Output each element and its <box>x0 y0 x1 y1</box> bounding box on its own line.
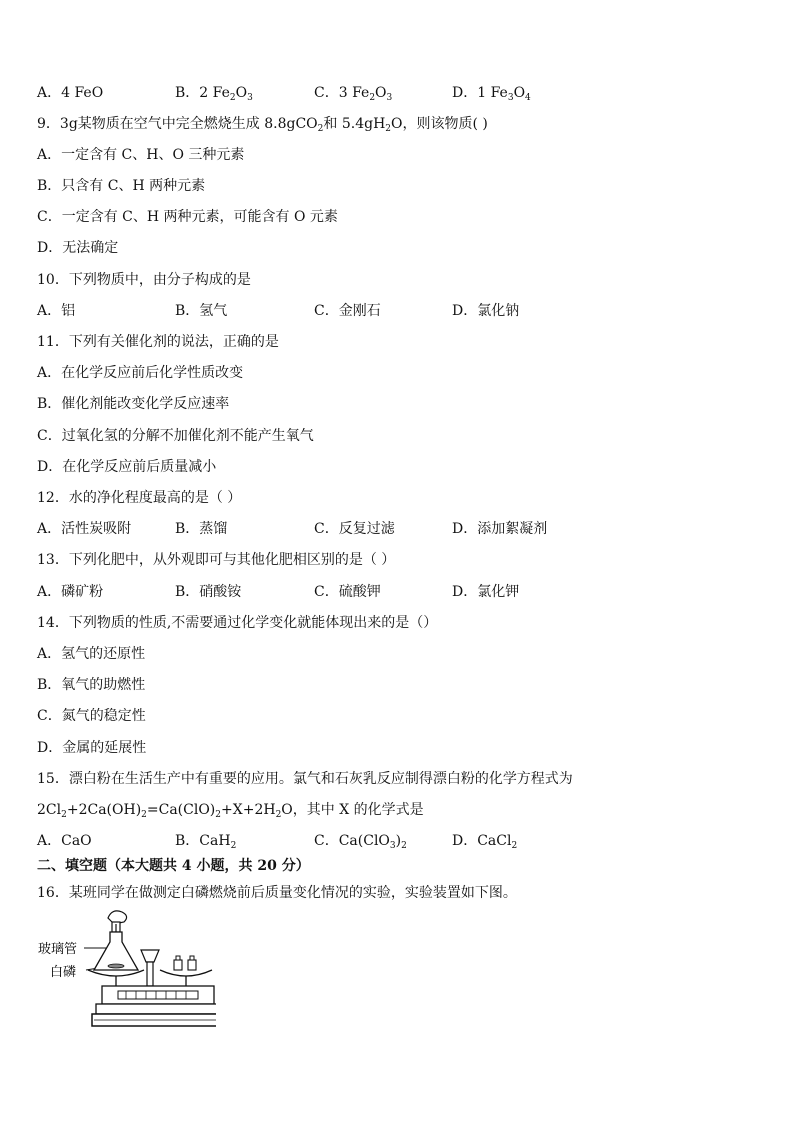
q8-option-b: B．2 $Fe_2O_3$ <box>175 85 253 103</box>
q10-option-b: B．氢气 <box>175 303 228 319</box>
q15-equation: $2Cl_2+2Ca(OH)_2=Ca(ClO)_2+X+2H_2O$，其中 X 的化学式是 <box>37 802 424 820</box>
q11-option-b: B．催化剂能改变化学反应速率 <box>37 396 230 412</box>
q12-stem: 12．水的净化程度最高的是（ ） <box>37 490 242 506</box>
q14-option-a: A．氢气的还原性 <box>37 646 146 662</box>
q13-option-a: A．磷矿粉 <box>37 584 104 600</box>
q9-option-a: A．一定含有 C、H、O 三种元素 <box>37 147 245 163</box>
q12-option-c: C．反复过滤 <box>314 521 395 537</box>
q14-option-b: B．氧气的助燃性 <box>37 677 146 693</box>
q15-option-b: B．CaH$_2$ <box>175 833 237 851</box>
q11-option-c: C．过氧化氢的分解不加催化剂不能产生氧气 <box>37 428 314 444</box>
q11-option-d: D．在化学反应前后质量减小 <box>37 459 217 475</box>
label-white-phosphorus: 白磷 <box>50 965 77 980</box>
q8-option-c: C．3 $Fe_2O_3$ <box>314 85 393 103</box>
q16-stem: 16．某班同学在做测定白磷燃烧前后质量变化情况的实验，实验装置如下图。 <box>37 885 517 901</box>
q13-stem: 13．下列化肥中，从外观即可与其他化肥相区别的是（ ） <box>37 552 396 568</box>
q15-option-c: C．$Ca(ClO_3)_2$ <box>314 833 407 851</box>
label-glass-tube: 玻璃管 <box>38 942 78 957</box>
q9-option-d: D．无法确定 <box>37 240 119 256</box>
q14-option-d: D．金属的延展性 <box>37 740 147 756</box>
q9-option-c: C．一定含有 C、H 两种元素，可能含有 O 元素 <box>37 209 338 225</box>
q16-apparatus-figure <box>36 906 216 1030</box>
balance-apparatus-diagram <box>36 906 216 1030</box>
q13-option-d: D．氯化钾 <box>452 584 520 600</box>
q10-option-d: D．氯化钠 <box>452 303 520 319</box>
q14-option-c: C．氮气的稳定性 <box>37 708 146 724</box>
q13-option-b: B．硝酸铵 <box>175 584 242 600</box>
q12-option-b: B．蒸馏 <box>175 521 228 537</box>
q9-stem: 9．3g某物质在空气中完全燃烧生成 8.8gCO$_2$和 $5.4gH_2O$，则该物质( ) <box>37 116 488 134</box>
q9-option-b: B．只含有 C、H 两种元素 <box>37 178 206 194</box>
q15-option-a: A．CaO <box>37 833 92 849</box>
q12-option-a: A．活性炭吸附 <box>37 521 132 537</box>
q10-stem: 10．下列物质中，由分子构成的是 <box>37 272 251 288</box>
section-heading: 二、填空题（本大题共 4 小题，共 20 分） <box>37 858 310 874</box>
q11-stem: 11．下列有关催化剂的说法，正确的是 <box>37 334 279 350</box>
q8-option-a: A．4 FeO <box>37 85 104 101</box>
q11-option-a: A．在化学反应前后化学性质改变 <box>37 365 244 381</box>
q14-stem: 14．下列物质的性质,不需要通过化学变化就能体现出来的是（） <box>37 615 438 631</box>
q13-option-c: C．硫酸钾 <box>314 584 381 600</box>
q12-option-d: D．添加絮凝剂 <box>452 521 548 537</box>
q10-option-c: C．金刚石 <box>314 303 381 319</box>
q15-option-d: D．CaCl$_2$ <box>452 833 518 851</box>
q15-stem: 15．漂白粉在生活生产中有重要的应用。氯气和石灰乳反应制得漂白粉的化学方程式为 <box>37 771 573 787</box>
q10-option-a: A．铝 <box>37 303 76 319</box>
q8-option-d: D．1 $Fe_3O_4$ <box>452 85 531 103</box>
